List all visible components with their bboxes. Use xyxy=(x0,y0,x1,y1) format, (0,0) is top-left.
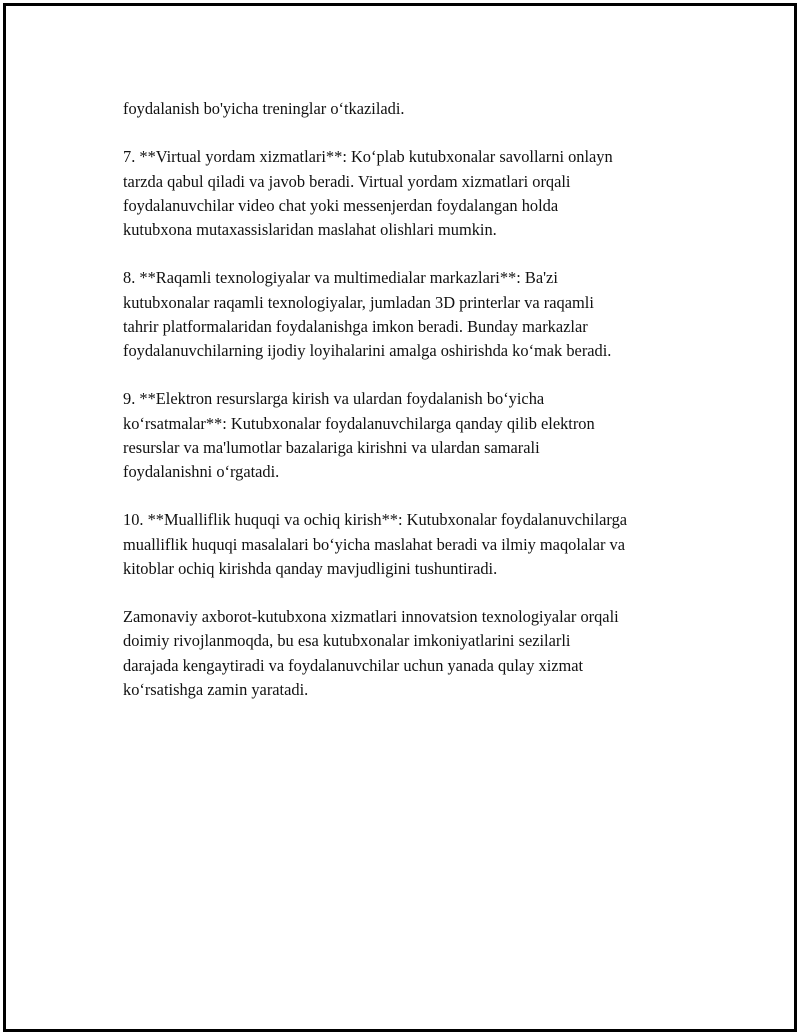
text-line: foydalanuvchilar video chat yoki messenjerdan foydalangan holda xyxy=(123,195,559,215)
text-line: ko‘rsatishga zamin yaratadi. xyxy=(123,679,309,699)
text-line: Zamonaviy axborot-kutubxona xizmatlari innovatsion texnologiyalar orqali xyxy=(123,607,619,627)
text-line: darajada kengaytiradi va foydalanuvchilar uchun yanada qulay xizmat xyxy=(123,655,584,675)
text-line: 8. **Raqamli texnologiyalar va multimedialar markazlari**: Ba'zi xyxy=(123,268,558,288)
text-line: kutubxonalar raqamli texnologiyalar, jumladan 3D printerlar va raqamli xyxy=(123,292,594,312)
paragraph-item-9 xyxy=(123,387,703,484)
paragraph-item-10 xyxy=(123,508,703,581)
text-line: 9. **Elektron resurslarga kirish va ulardan foydalanish bo‘yicha xyxy=(123,389,545,409)
document-page xyxy=(3,3,797,1032)
text-line: kitoblar ochiq kirishda qanday mavjudligini tushuntiradi. xyxy=(123,558,498,578)
text-line: foydalanish bo'yicha treninglar o‘tkaziladi. xyxy=(123,99,405,118)
text-line: doimiy rivojlanmoqda, bu esa kutubxonalar imkoniyatlarini sezilarli xyxy=(123,631,571,651)
document-body xyxy=(123,97,703,726)
text-line: 7. **Virtual yordam xizmatlari**: Ko‘plab kutubxonalar savollarni onlayn xyxy=(123,147,613,167)
text-line: tahrir platformalaridan foydalanishga imkon beradi. Bunday markazlar xyxy=(123,316,588,336)
text-line: ko‘rsatmalar**: Kutubxonalar foydalanuvchilarga qanday qilib elektron xyxy=(123,413,595,433)
text-line: kutubxona mutaxassislaridan maslahat olishlari mumkin. xyxy=(123,220,497,239)
text-line: 10. **Mualliflik huquqi va ochiq kirish**: Kutubxonalar foydalanuvchilarga xyxy=(123,510,628,530)
text-line: resurslar va ma'lumotlar bazalariga kirishni va ulardan samarali xyxy=(123,437,540,457)
text-line: mualliflik huquqi masalalari bo‘yicha maslahat beradi va ilmiy maqolalar va xyxy=(123,534,626,554)
paragraph-item-7 xyxy=(123,145,703,242)
paragraph-conclusion xyxy=(123,605,703,702)
paragraph-item-8 xyxy=(123,266,703,363)
paragraph-intro-tail xyxy=(123,97,703,121)
text-line: foydalanishni o‘rgatadi. xyxy=(123,462,280,481)
text-line: tarzda qabul qiladi va javob beradi. Virtual yordam xizmatlari orqali xyxy=(123,171,571,191)
text-line: foydalanuvchilarning ijodiy loyihalarini amalga oshirishda ko‘mak beradi. xyxy=(123,341,612,360)
